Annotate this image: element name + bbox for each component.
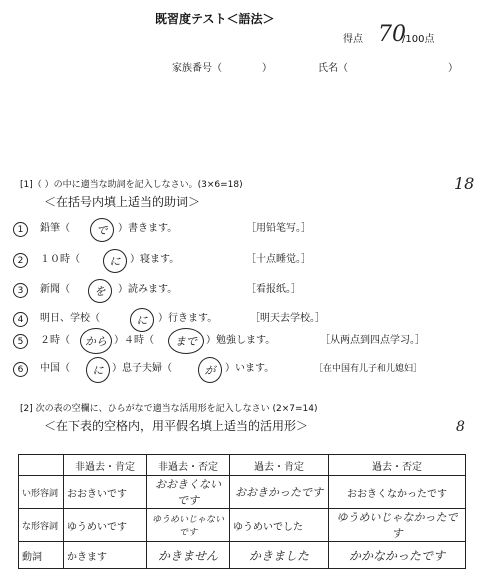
answer-cell: ゆうめいじゃないです [147,509,230,542]
answer-cell: かかなかったです [329,542,466,569]
item-translation: ［明天去学校。］ [250,313,325,324]
item-number: 6 [13,362,28,377]
item-prefix: 新聞（ [40,284,70,295]
item-translation: ［用铅笔写。］ [246,223,311,234]
item-prefix: 鉛筆（ [40,223,70,234]
item-middle: ）息子夫婦（ [112,363,172,374]
item-suffix: ）寝ます。 [130,254,180,265]
table-row [19,476,466,509]
answer-circle: に [103,249,127,273]
item-suffix: ）行きます。 [158,313,218,324]
item-prefix: ２時（ [40,335,70,346]
answer-cell: かきました [230,542,329,569]
table-cell: おおきくなかったです [329,476,466,509]
family-number-field: 家族番号（ ） [172,63,272,74]
item-translation: ［十点睡觉。］ [246,254,311,265]
section1-score: 18 [454,174,475,193]
section1-instruction-cn: ＜在括号内填上适当的助词＞ [44,195,201,209]
answer-cell: かきません [147,542,230,569]
item-number: 3 [13,283,28,298]
item-translation: ［从两点到四点学习。］ [320,335,425,346]
answer-cell: おおきかったです [230,476,329,509]
table-header: 過去・肯定 [230,455,329,476]
row-label: 動詞 [19,542,64,569]
table-row [19,542,466,569]
item-suffix: ）読みます。 [118,284,178,295]
table-row [19,509,466,542]
answer-cell: ゆうめいじゃなかったです [329,509,466,542]
conjugation-table [18,454,466,569]
item-suffix: ）書きます。 [118,223,178,234]
item-number: 1 [13,222,28,237]
item-suffix: ）勉強します。 [206,335,276,346]
name-field: 氏名（ ） [318,63,458,74]
table-cell: おおきいです [64,476,147,509]
table-header [19,455,64,476]
item-prefix: 明日、学校（ [40,313,100,324]
section1-instruction: [1]（ ）の中に適当な助詞を記入しなさい。(3×6=18) [20,180,243,190]
item-translation: ［在中国有儿子和儿媳妇］ [314,364,423,374]
test-title: 既習度テスト＜語法＞ [155,12,275,26]
item-number: 5 [13,334,28,349]
answer-circle: から [80,328,112,354]
answer-cell: おおきくないです [147,476,230,509]
item-prefix: １０時（ [40,254,80,265]
section2-instruction-cn: ＜在下表的空格内，用平假名填上适当的活用形＞ [44,419,309,433]
table-header: 非過去・肯定 [64,455,147,476]
section2-instruction: [2] 次の表の空欄に、ひらがなで適当な活用形を記入しなさい (2×7=14) [20,404,318,414]
item-suffix: ）います。 [225,363,275,374]
table-cell: ゆうめいでした [230,509,329,542]
section2-score: 8 [456,419,465,435]
score-value: 70 [378,22,406,47]
item-number: 2 [13,253,28,268]
answer-circle: を [88,279,112,303]
table-cell: ゆうめいです [64,509,147,542]
table-header-row [19,455,466,476]
row-label: い形容詞 [19,476,64,509]
item-middle: ）４時（ [114,335,154,346]
answer-circle: で [90,218,114,242]
answer-circle: が [198,357,222,383]
score-total: /100点 [402,34,435,45]
answer-circle: に [86,357,110,383]
answer-circle: に [130,308,154,332]
item-translation: ［看报纸。］ [246,284,301,295]
table-header: 非過去・否定 [147,455,230,476]
item-number: 4 [13,312,28,327]
table-header: 過去・否定 [329,455,466,476]
item-prefix: 中国（ [40,363,70,374]
row-label: な形容詞 [19,509,64,542]
answer-circle: まで [168,328,204,354]
table-cell: かきます [64,542,147,569]
score-label: 得点 [343,34,363,45]
